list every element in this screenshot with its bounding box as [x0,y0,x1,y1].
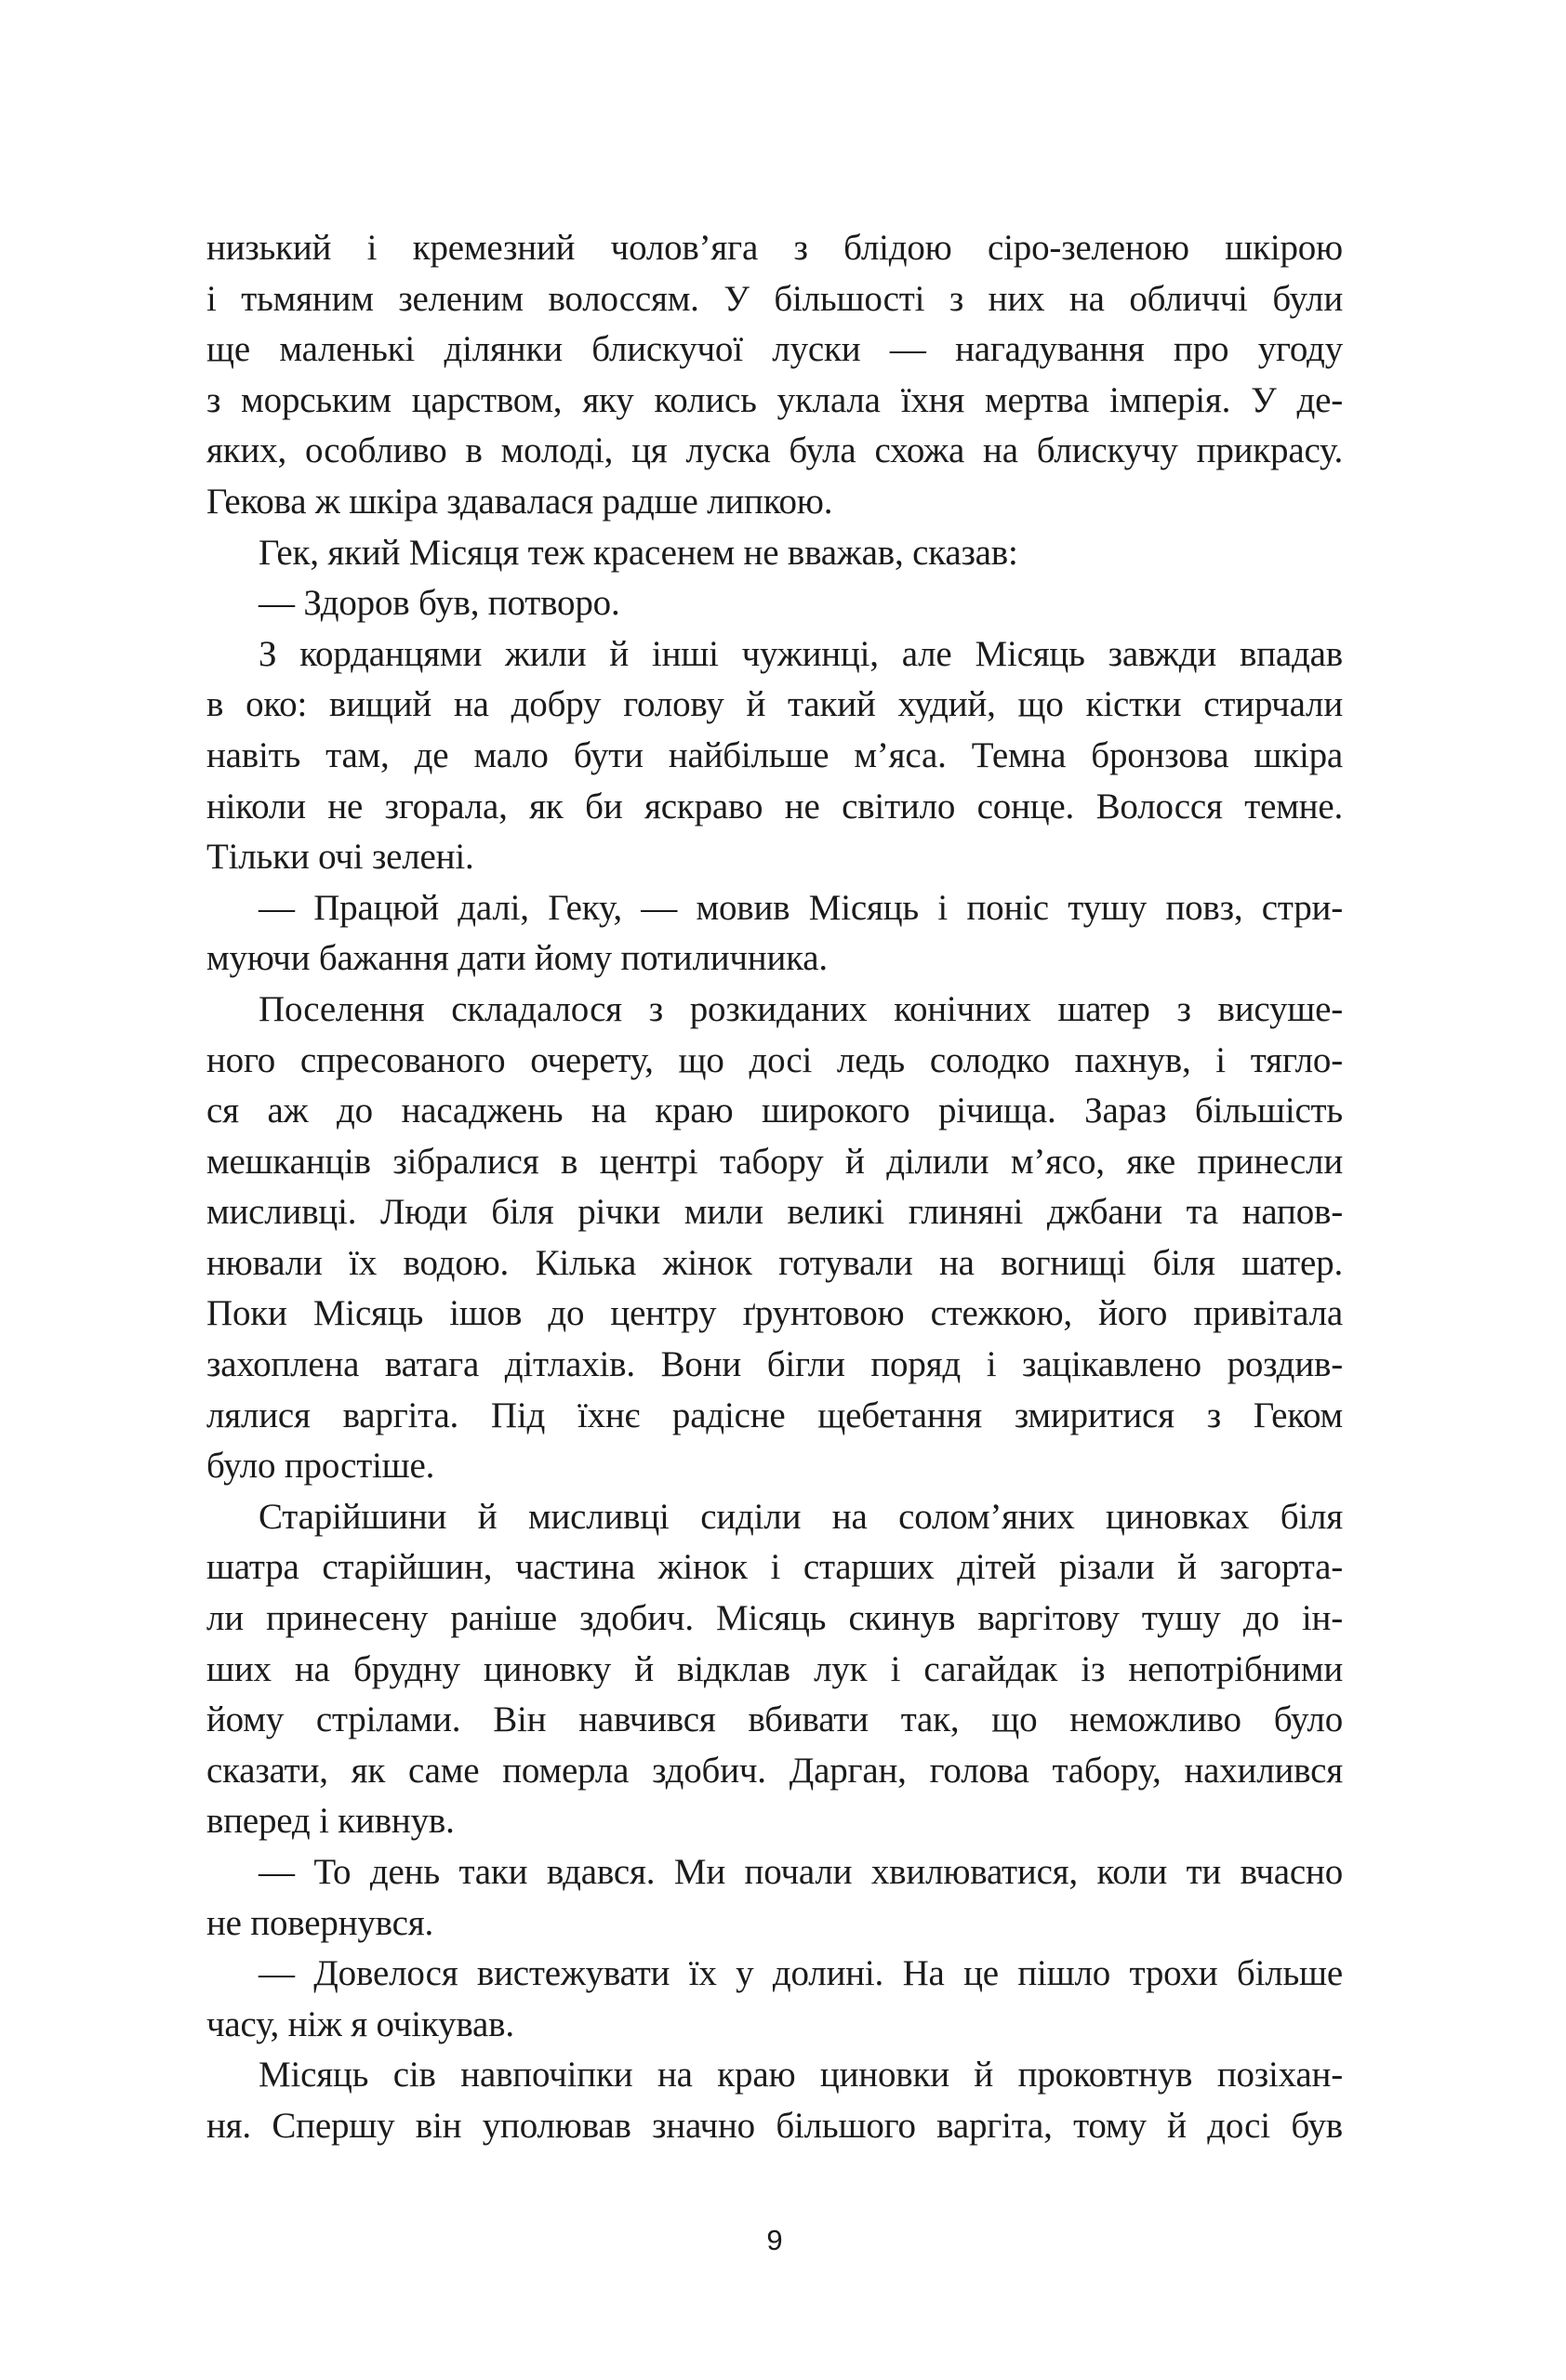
text-line: Гекова ж шкіра здавалася радше липкою. [206,481,833,522]
text-line: було простіше. [206,1446,435,1487]
text-line: часу, ніж я очікував. [206,2003,514,2044]
text-line: сказати, як саме померла здобич. Дарган, голова табору, нахилився [206,1750,1343,1791]
text-line: навіть там, де мало бути найбільше м’яса. Темна бронзова шкіра [206,734,1343,775]
text-line: З корданцями жили й інші чужинці, але Місяць завжди впадав [259,633,1343,674]
text-line: ного спресованого очерету, що досі ледь солодко пахнув, і тягло- [206,1039,1343,1080]
text-line: не повернувся. [206,1902,434,1943]
text-line: захоплена ватага дітлахів. Вони бігли поряд і зацікавлено роздив- [206,1344,1343,1385]
text-line: ших на брудну циновку й відклав лук і сагайдак із непотрібними [206,1648,1343,1689]
text-line: мисливці. Люди біля річки мили великі глиняні джбани та напов- [206,1192,1343,1233]
text-line: муючи бажання дати йому потиличника. [206,938,828,979]
text-line: ся аж до насаджень на краю широкого річища. Зараз більшість [206,1091,1343,1131]
text-line: низький і кремезний чолов’яга з блідою сіро-зеленою шкірою [206,228,1343,268]
text-line: Гек, який Місяця теж красенем не вважав, сказав: [259,532,1018,573]
text-line: нювали їх водою. Кілька жінок готували на вогнищі біля шатер. [206,1242,1343,1283]
text-line: Поки Місяць ішов до центру ґрунтовою стежкою, його привітала [206,1293,1343,1334]
text-line: мешканців зібралися в центрі табору й ділили м’ясо, яке принесли [206,1141,1343,1182]
text-line: Тільки очі зелені. [206,837,474,878]
text-line: Старійшини й мисливці сиділи на солом’яних циновках біля [259,1496,1343,1537]
text-line: вперед і кивнув. [206,1801,455,1842]
text-line: лялися варгіта. Під їхнє радісне щебетання змиритися з Геком [206,1395,1343,1435]
text-line: в око: вищий на добру голову й такий худий, що кістки стирчали [206,684,1343,725]
text-line: — То день таки вдався. Ми почали хвилюватися, коли ти вчасно [259,1852,1343,1892]
text-line: ніколи не згорала, як би яскраво не світило сонце. Волосся темне. [206,786,1343,826]
text-line: Поселення складалося з розкиданих конічних шатер з висуше- [259,988,1343,1029]
text-line: і тьмяним зеленим волоссям. У більшості з них на обличчі були [206,278,1343,319]
text-line: ня. Спершу він уполював значно більшого варгіта, тому й досі був [206,2105,1343,2146]
text-line: Місяць сів навпочіпки на краю циновки й проковтнув позіхан- [259,2055,1343,2096]
text-line: — Здоров був, потворо. [259,583,620,624]
text-line: з морським царством, яку колись уклала їхня мертва імперія. У де- [206,379,1343,420]
text-line: йому стрілами. Він навчився вбивати так, що неможливо було [206,1699,1343,1740]
page-number: 9 [766,2224,783,2256]
text-line: — Довелося вистежувати їх у долині. На це пішло трохи більше [259,1953,1343,1994]
text-line: ли принесену раніше здобич. Місяць скинув варгітову тушу до ін- [206,1598,1343,1639]
text-line: — Працюй далі, Геку, — мовив Місяць і поніс тушу повз, стри- [259,887,1343,928]
body-text [206,223,1343,2152]
text-line: яких, особливо в молоді, ця луска була схожа на блискучу прикрасу. [206,430,1343,471]
text-line: ще маленькі ділянки блискучої луски — нагадування про угоду [206,329,1343,370]
text-line: шатра старійшин, частина жінок і старших дітей різали й загорта- [206,1547,1343,1588]
